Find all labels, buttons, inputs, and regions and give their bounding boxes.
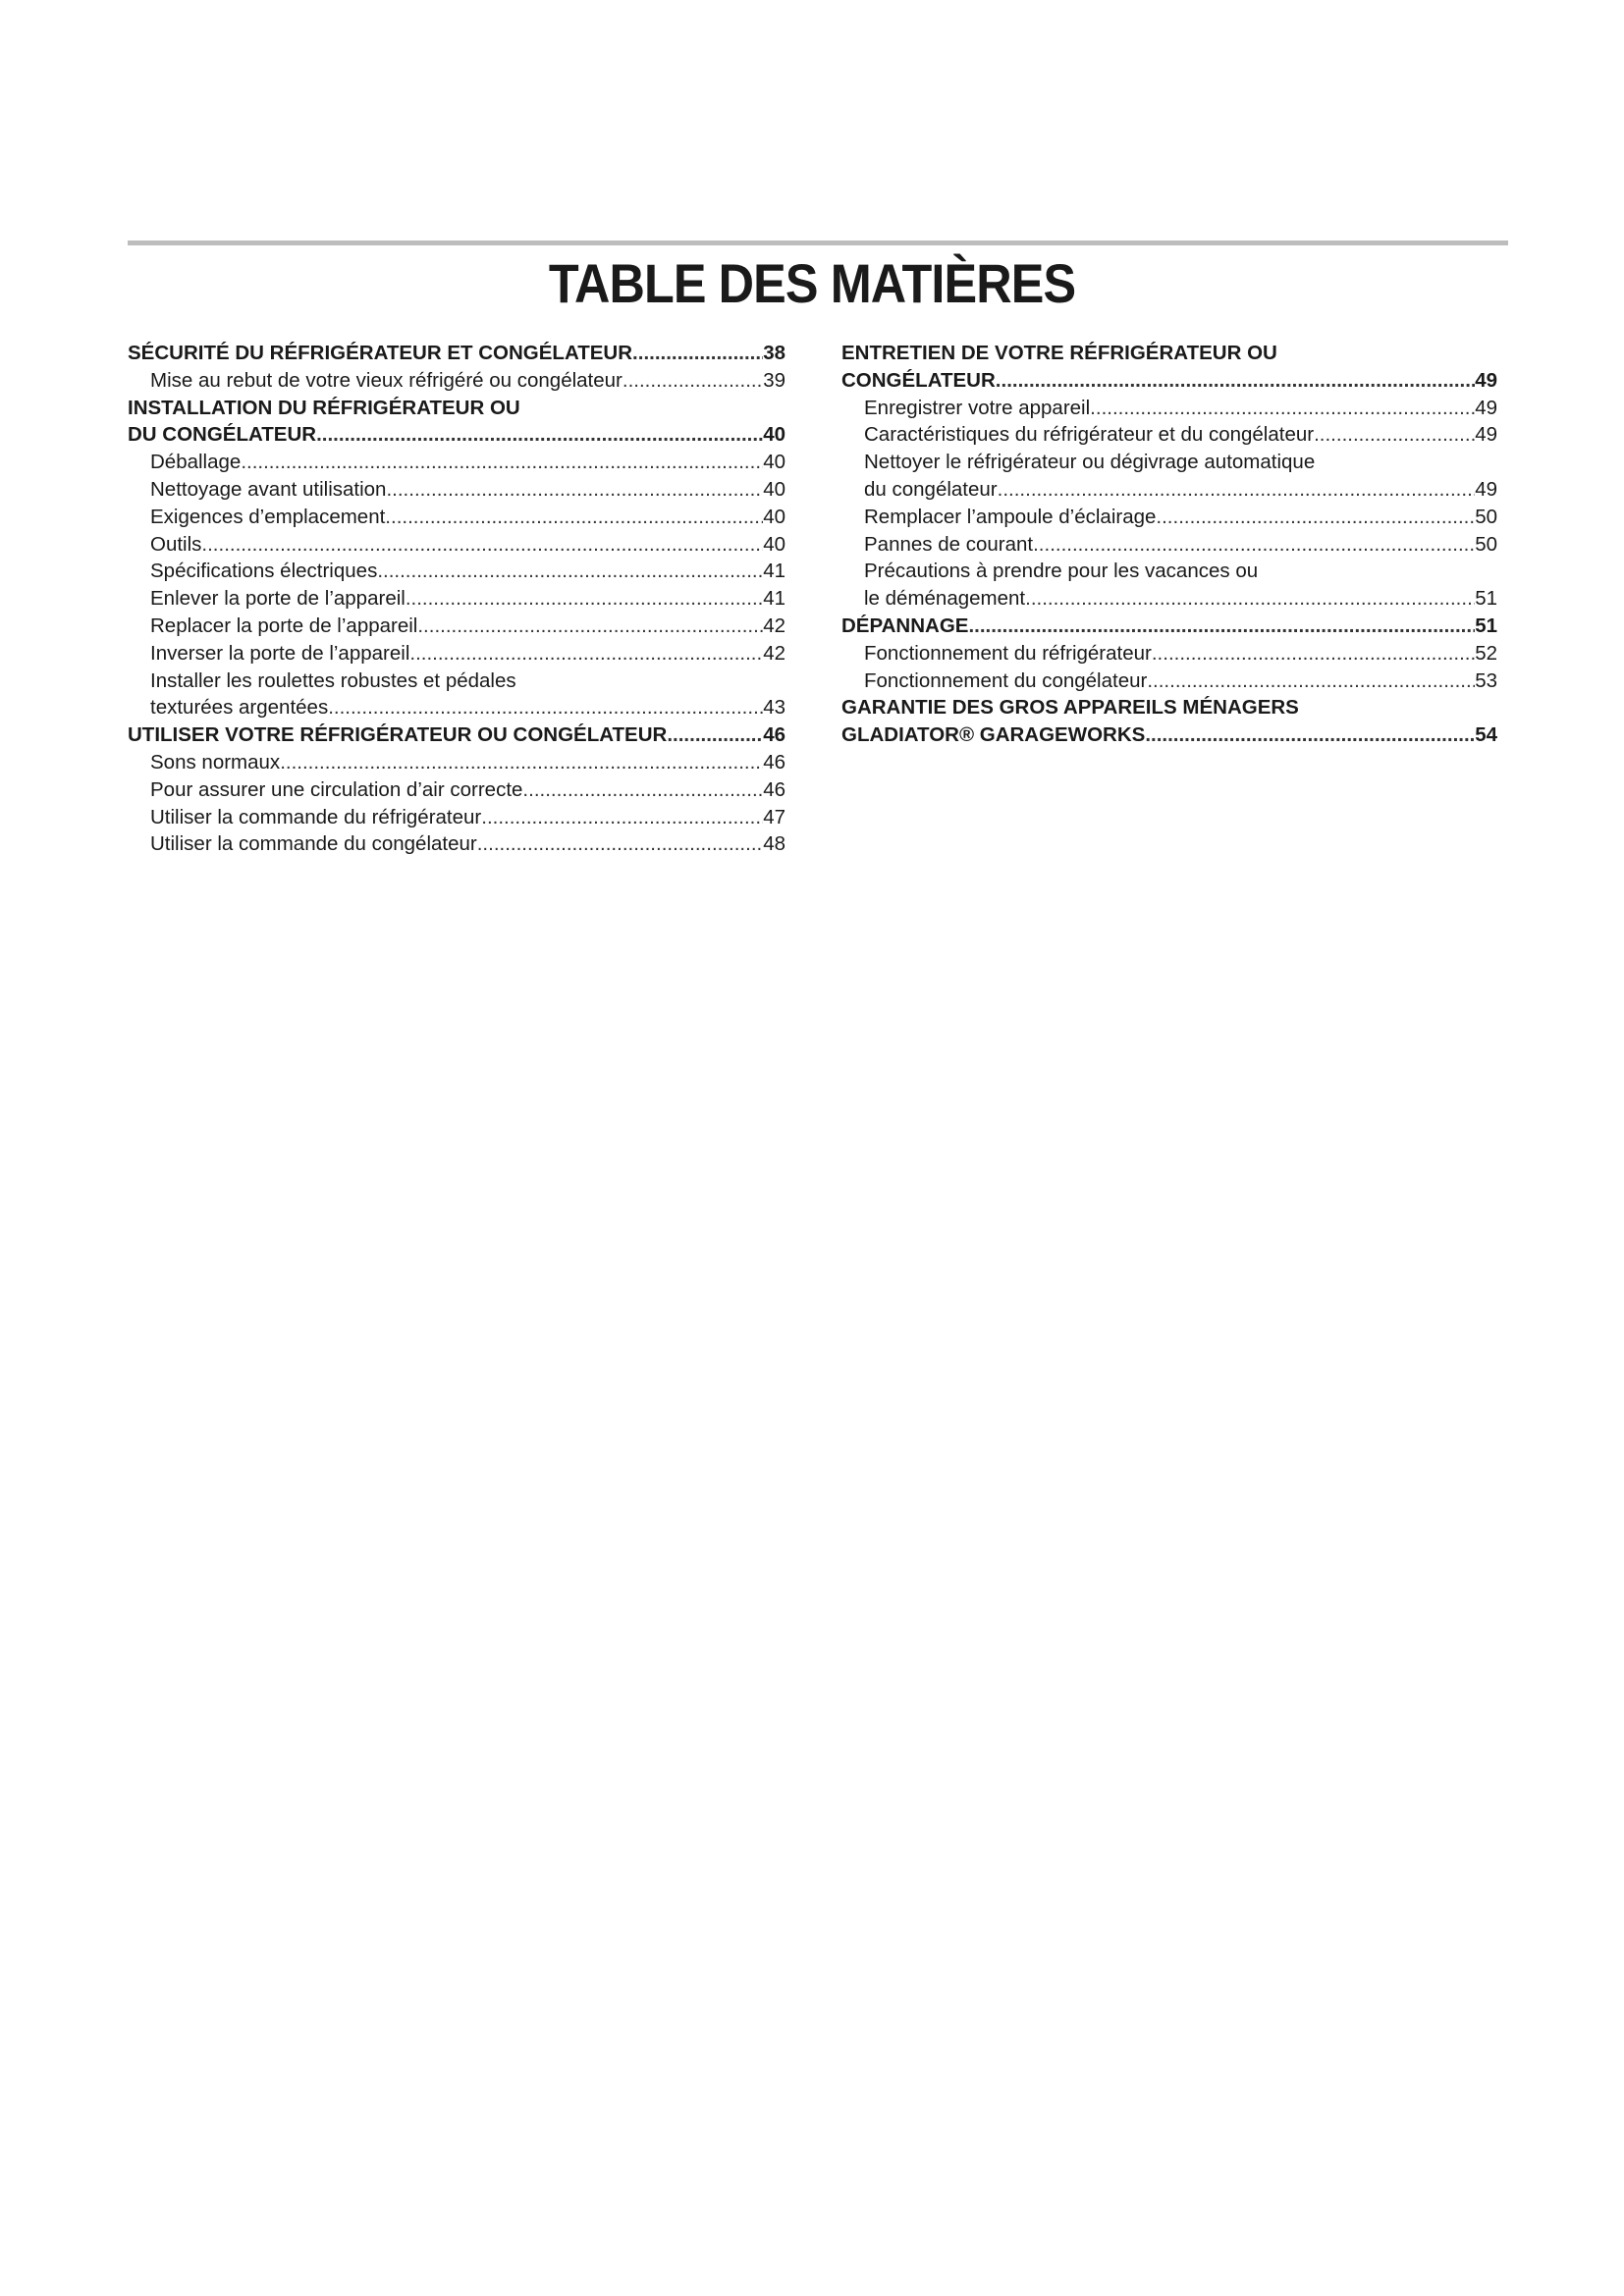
- toc-entry-title: DÉPANNAGE: [841, 614, 969, 637]
- toc-dot-leader: [386, 476, 763, 504]
- toc-subsection-entry: [128, 694, 785, 721]
- toc-page-number: 43: [763, 696, 785, 720]
- toc-dot-leader: [406, 585, 763, 613]
- top-rule: [128, 240, 1508, 245]
- toc-entry-title: GARANTIE DES GROS APPAREILS MÉNAGERS: [841, 696, 1299, 720]
- toc-dot-leader: [201, 531, 763, 559]
- toc-entry-title: Pour assurer une circulation d’air correcte: [150, 777, 523, 801]
- page-title: TABLE DES MATIÈRES: [548, 252, 1076, 314]
- toc-left-column: [128, 340, 785, 858]
- toc-entry-title: Fonctionnement du congélateur: [864, 668, 1148, 692]
- toc-page-number: 50: [1475, 532, 1497, 556]
- toc-section-entry: [841, 694, 1497, 721]
- toc-page-number: 40: [763, 532, 785, 556]
- toc-page-number: 47: [763, 805, 785, 828]
- toc-section-entry: [128, 721, 785, 749]
- toc-entry-title: Pannes de courant: [864, 532, 1034, 556]
- toc-entry-title: UTILISER VOTRE RÉFRIGÉRATEUR OU CONGÉLATEUR: [128, 723, 668, 747]
- toc-entry-title: CONGÉLATEUR: [841, 368, 996, 392]
- toc-section-entry: [128, 340, 785, 367]
- toc-dot-leader: [241, 449, 763, 476]
- toc-subsection-entry: [128, 585, 785, 613]
- toc-dot-leader: [328, 694, 763, 721]
- toc-page-number: 42: [763, 641, 785, 665]
- toc-dot-leader: [1033, 531, 1475, 559]
- toc-subsection-entry: [841, 421, 1497, 449]
- toc-entry-title: Outils: [150, 532, 202, 556]
- toc-entry-title: Enlever la porte de l’appareil: [150, 587, 406, 611]
- toc-subsection-entry: [841, 640, 1497, 667]
- toc-page-number: 48: [763, 832, 785, 856]
- toc-section-entry: [841, 340, 1497, 367]
- toc-dot-leader: [385, 504, 763, 531]
- toc-section-entry: [128, 421, 785, 449]
- toc-entry-title: DU CONGÉLATEUR: [128, 423, 317, 447]
- toc-section-entry: [128, 395, 785, 422]
- toc-dot-leader: [417, 613, 763, 640]
- toc-subsection-entry: [841, 449, 1497, 476]
- toc-subsection-entry: [841, 504, 1497, 531]
- toc-entry-title: Caractéristiques du réfrigérateur et du congélateur: [864, 423, 1315, 447]
- toc-subsection-entry: [128, 504, 785, 531]
- toc-subsection-entry: [841, 476, 1497, 504]
- toc-entry-title: Utiliser la commande du congélateur: [150, 832, 477, 856]
- toc-dot-leader: [632, 340, 763, 367]
- toc-page-number: 52: [1475, 641, 1497, 665]
- toc-subsection-entry: [128, 804, 785, 831]
- toc-dot-leader: [623, 367, 763, 395]
- toc-dot-leader: [481, 804, 763, 831]
- toc-page-number: 51: [1475, 587, 1497, 611]
- toc-entry-title: Déballage: [150, 451, 242, 474]
- toc-page-number: 49: [1475, 396, 1497, 419]
- toc-entry-title: Replacer la porte de l’appareil: [150, 614, 418, 637]
- toc-subsection-entry: [841, 531, 1497, 559]
- toc-entry-title: Précautions à prendre pour les vacances ou: [864, 560, 1259, 583]
- toc-page-number: 40: [763, 505, 785, 528]
- toc-entry-title: Utiliser la commande du réfrigérateur: [150, 805, 482, 828]
- toc-subsection-entry: [128, 476, 785, 504]
- toc-subsection-entry: [128, 449, 785, 476]
- toc-dot-leader: [968, 613, 1475, 640]
- toc-dot-leader: [667, 721, 763, 749]
- toc-dot-leader: [998, 476, 1476, 504]
- toc-page-number: 49: [1475, 423, 1497, 447]
- toc-section-entry: [841, 367, 1497, 395]
- toc-dot-leader: [1152, 640, 1475, 667]
- toc-page-number: 41: [763, 560, 785, 583]
- toc-dot-leader: [477, 830, 763, 858]
- toc-dot-leader: [1156, 504, 1475, 531]
- toc-page-number: 49: [1475, 477, 1497, 501]
- toc-dot-leader: [316, 421, 763, 449]
- toc-entry-title: ENTRETIEN DE VOTRE RÉFRIGÉRATEUR OU: [841, 342, 1277, 364]
- toc-page-number: 38: [763, 342, 785, 364]
- toc-page-number: 53: [1475, 668, 1497, 692]
- toc-entry-title: Inverser la porte de l’appareil: [150, 641, 410, 665]
- toc-page-number: 42: [763, 614, 785, 637]
- toc-subsection-entry: [128, 667, 785, 695]
- toc-section-entry: [841, 721, 1497, 749]
- toc-subsection-entry: [128, 367, 785, 395]
- toc-entry-title: Spécifications électriques: [150, 560, 378, 583]
- toc-subsection-entry: [128, 830, 785, 858]
- toc-subsection-entry: [128, 776, 785, 804]
- toc-page-number: 54: [1475, 723, 1497, 747]
- toc-entry-title: Nettoyer le réfrigérateur ou dégivrage automatique: [864, 451, 1316, 474]
- toc-page-number: 40: [763, 451, 785, 474]
- toc-entry-title: SÉCURITÉ DU RÉFRIGÉRATEUR ET CONGÉLATEUR: [128, 342, 633, 364]
- toc-dot-leader: [1145, 721, 1475, 749]
- toc-entry-title: Enregistrer votre appareil: [864, 396, 1091, 419]
- toc-subsection-entry: [128, 531, 785, 559]
- toc-dot-leader: [377, 558, 763, 585]
- toc-entry-title: Fonctionnement du réfrigérateur: [864, 641, 1152, 665]
- toc-entry-title: Nettoyage avant utilisation: [150, 477, 387, 501]
- toc-dot-leader: [1025, 585, 1475, 613]
- toc-dot-leader: [522, 776, 763, 804]
- toc-page-number: 46: [763, 750, 785, 774]
- toc-subsection-entry: [128, 749, 785, 776]
- toc-entry-title: le déménagement: [864, 587, 1026, 611]
- toc-subsection-entry: [841, 667, 1497, 695]
- toc-page-number: 39: [763, 368, 785, 392]
- toc-dot-leader: [996, 367, 1475, 395]
- toc-section-entry: [841, 613, 1497, 640]
- toc-entry-title: Exigences d’emplacement: [150, 505, 386, 528]
- toc-dot-leader: [280, 749, 763, 776]
- toc-page-number: 41: [763, 587, 785, 611]
- toc-subsection-entry: [841, 585, 1497, 613]
- toc-entry-title: du congélateur: [864, 477, 998, 501]
- toc-entry-title: INSTALLATION DU RÉFRIGÉRATEUR OU: [128, 396, 520, 419]
- toc-entry-title: GLADIATOR® GARAGEWORKS: [841, 723, 1146, 747]
- toc-entry-title: Mise au rebut de votre vieux réfrigéré ou congélateur: [150, 368, 623, 392]
- toc-subsection-entry: [128, 558, 785, 585]
- toc-page-number: 40: [763, 477, 785, 501]
- toc-right-column: [841, 340, 1497, 749]
- toc-page-number: 40: [763, 423, 785, 447]
- toc-entry-title: Installer les roulettes robustes et pédales: [150, 668, 516, 692]
- toc-page-number: 50: [1475, 505, 1497, 528]
- toc-page-number: 51: [1475, 614, 1497, 637]
- toc-dot-leader: [1147, 667, 1475, 695]
- toc-entry-title: Remplacer l’ampoule d’éclairage: [864, 505, 1157, 528]
- toc-subsection-entry: [841, 395, 1497, 422]
- toc-subsection-entry: [841, 558, 1497, 585]
- toc-dot-leader: [409, 640, 763, 667]
- toc-subsection-entry: [128, 640, 785, 667]
- toc-dot-leader: [1090, 395, 1475, 422]
- toc-page-number: 49: [1475, 368, 1497, 392]
- toc-page-number: 46: [763, 777, 785, 801]
- toc-entry-title: Sons normaux: [150, 750, 281, 774]
- toc-dot-leader: [1314, 421, 1475, 449]
- toc-page-number: 46: [763, 723, 785, 747]
- toc-entry-title: texturées argentées: [150, 696, 329, 720]
- toc-subsection-entry: [128, 613, 785, 640]
